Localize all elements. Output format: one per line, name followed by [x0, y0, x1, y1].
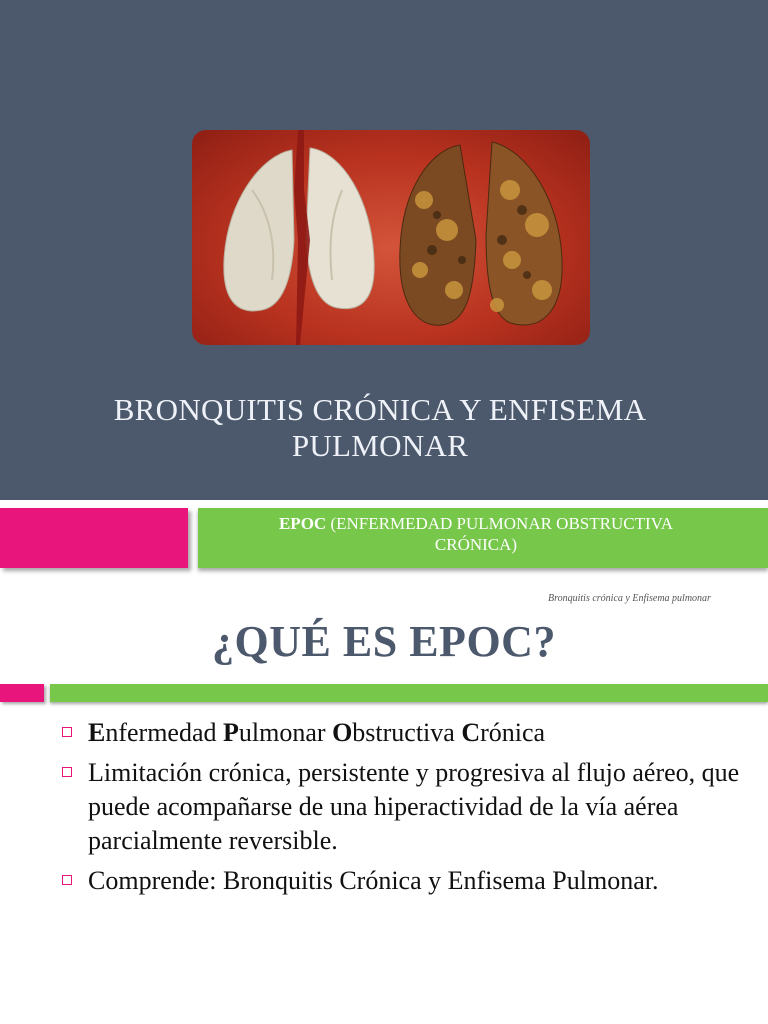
bullet-text-bold: P	[223, 718, 239, 747]
square-bullet-icon	[62, 767, 72, 777]
bullet-text: rónica	[480, 718, 546, 747]
title-slide	[0, 0, 768, 500]
green-divider-bar	[50, 684, 768, 702]
bullet-text-bold: O	[332, 718, 353, 747]
bullet-item	[62, 864, 742, 898]
bullet-item	[62, 716, 742, 750]
healthy-lung-right	[306, 148, 374, 309]
bullet-text: nfermedad	[105, 718, 224, 747]
subtitle-acronym: EPOC	[278, 514, 327, 533]
bullet-text-bold: E	[88, 718, 106, 747]
square-bullet-icon	[62, 727, 72, 737]
pink-divider-bar	[0, 684, 44, 702]
healthy-lung-left	[224, 150, 294, 311]
pink-accent-bar	[0, 508, 188, 568]
lungs-illustration	[192, 130, 590, 345]
subtitle-text-line-2: CRÓNICA)	[434, 535, 518, 554]
bullet-text: ulmonar	[238, 718, 333, 747]
slide-title	[30, 392, 730, 464]
lungs-comparison-image	[192, 130, 590, 345]
bullet-text: bstructiva	[352, 718, 462, 747]
bullet-text-bold: C	[461, 718, 481, 747]
bullet-text: Limitación crónica, persistente y progresiva al flujo aéreo, que puede acompañarse de una hiperactividad de la vía aérea parcialmente reversible.	[88, 758, 740, 855]
subtitle-text: (ENFERMEDAD PULMONAR OBSTRUCTIVA	[326, 514, 674, 533]
trachea	[294, 130, 310, 345]
footer-note: Bronquitis crónica y Enfisema pulmonar	[548, 593, 711, 604]
slide-title-line-1: BRONQUITIS CRÓNICA Y ENFISEMA	[113, 392, 647, 427]
bullet-text: Comprende: Bronquitis Crónica y Enfisema Pulmonar.	[88, 866, 659, 895]
diseased-lung-right	[486, 142, 562, 325]
square-bullet-icon	[62, 875, 72, 885]
content-slide	[0, 576, 768, 1024]
bullet-item	[62, 756, 742, 858]
slide-title-line-2: PULMONAR	[291, 428, 469, 463]
bullet-list	[62, 716, 742, 904]
content-slide-title: ¿QUÉ ES EPOC?	[212, 617, 556, 666]
slide-subtitle	[206, 513, 746, 555]
